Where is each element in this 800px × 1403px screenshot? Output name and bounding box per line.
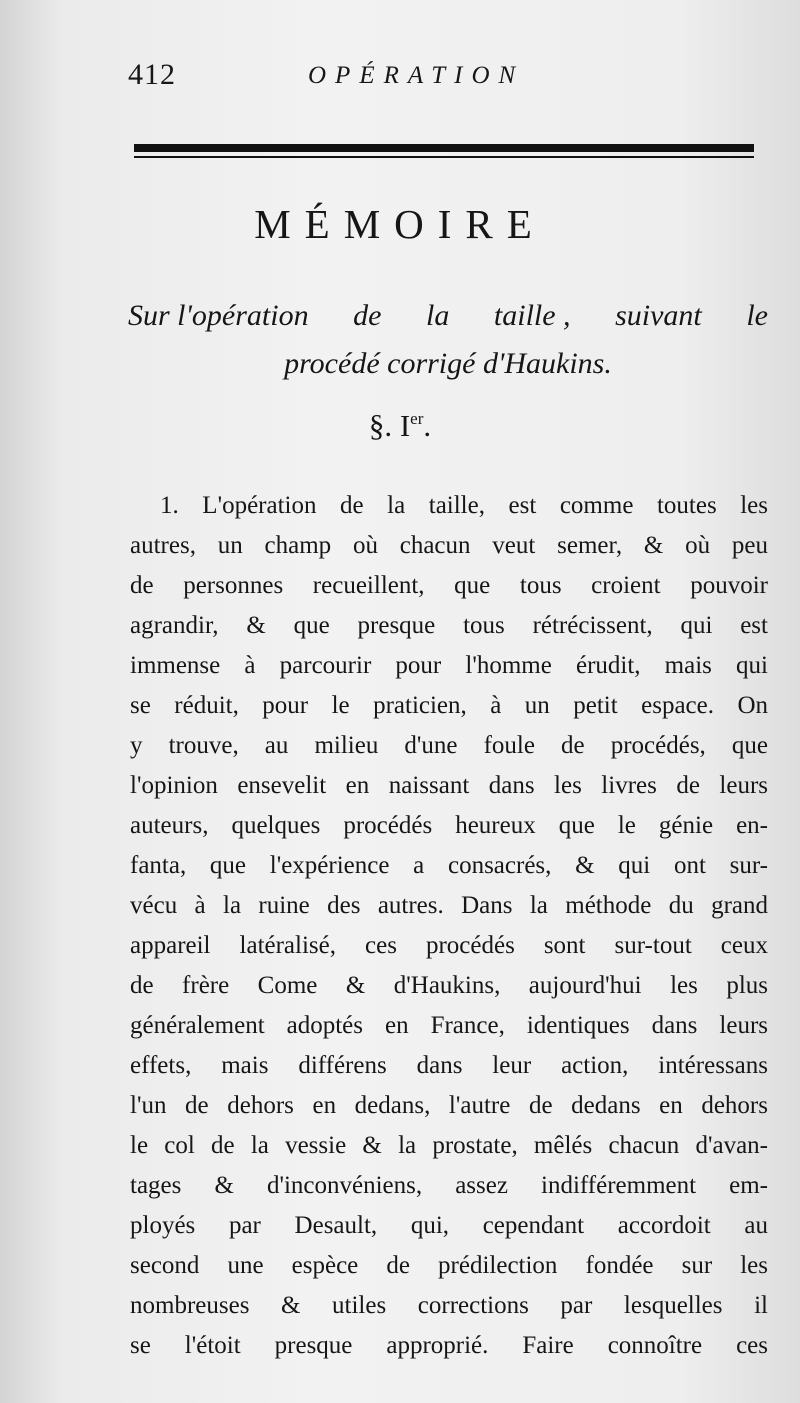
- text-line: appareil latéralisé, ces procédés sont sur-tout ceux: [130, 932, 768, 959]
- header-rule-thin: [134, 156, 754, 158]
- section-heading: [0, 408, 800, 444]
- text-line: l'un de dehors en dedans, l'autre de dedans en dehors: [130, 1092, 768, 1119]
- subtitle-word: de: [353, 299, 382, 332]
- header-rule-thick: [134, 144, 754, 152]
- text-line: immense à parcourir pour l'homme érudit, mais qui: [130, 652, 768, 679]
- text-line: se l'étoit presque approprié. Faire connoître ces: [130, 1332, 768, 1359]
- section-label: §. I: [368, 408, 411, 443]
- running-head: [128, 58, 768, 98]
- text-line: autres, un champ où chacun veut semer, & où peu: [130, 532, 768, 559]
- text-line: l'opinion ensevelit en naissant dans les livres de leurs: [130, 772, 768, 799]
- text-line: y trouve, au milieu d'une foule de procédés, que: [130, 732, 768, 759]
- subtitle-word: taille ,: [493, 299, 571, 332]
- subtitle-word: suivant: [615, 299, 702, 332]
- text-line: nombreuses & utiles corrections par lesquelles il: [130, 1292, 768, 1319]
- body-paragraph: [130, 486, 768, 1366]
- page-number: 412: [128, 58, 176, 91]
- text-line: de personnes recueillent, que tous croient pouvoir: [130, 572, 768, 599]
- subtitle-line-1: [128, 292, 768, 340]
- text-line: vécu à la ruine des autres. Dans la méthode du grand: [130, 892, 768, 919]
- text-line: agrandir, & que presque tous rétrécissent, qui est: [130, 612, 768, 639]
- section-superscript: er: [410, 409, 424, 428]
- subtitle-word: la: [426, 299, 450, 332]
- text-line: généralement adoptés en France, identiques dans leurs: [130, 1012, 768, 1039]
- subtitle-line-2: procédé corrigé d'Haukins.: [284, 347, 612, 380]
- text-line: 1. L'opération de la taille, est comme toutes les: [160, 492, 768, 519]
- text-line: se réduit, pour le praticien, à un petit espace. On: [130, 692, 768, 719]
- subtitle-word: le: [746, 299, 768, 332]
- text-line: second une espèce de prédilection fondée sur les: [130, 1252, 768, 1279]
- text-line: le col de la vessie & la prostate, mêlés chacun d'avan-: [130, 1132, 768, 1159]
- section-suffix: .: [423, 408, 432, 443]
- text-line: de frère Come & d'Haukins, aujourd'hui les plus: [130, 972, 768, 999]
- memoire-subtitle: [128, 292, 768, 388]
- subtitle-word: Sur l'opération: [128, 299, 309, 332]
- text-line: effets, mais différens dans leur action, intéressans: [130, 1052, 768, 1079]
- text-line: fanta, que l'expérience a consacrés, & qui ont sur-: [130, 852, 768, 879]
- memoire-title: MÉMOIRE: [254, 201, 546, 247]
- text-line: ployés par Desault, qui, cependant accordoit au: [130, 1212, 768, 1239]
- text-line: tages & d'inconvéniens, assez indifféremment em-: [130, 1172, 768, 1199]
- running-title: OPÉRATION: [308, 62, 525, 89]
- text-line: auteurs, quelques procédés heureux que le génie en-: [130, 812, 768, 839]
